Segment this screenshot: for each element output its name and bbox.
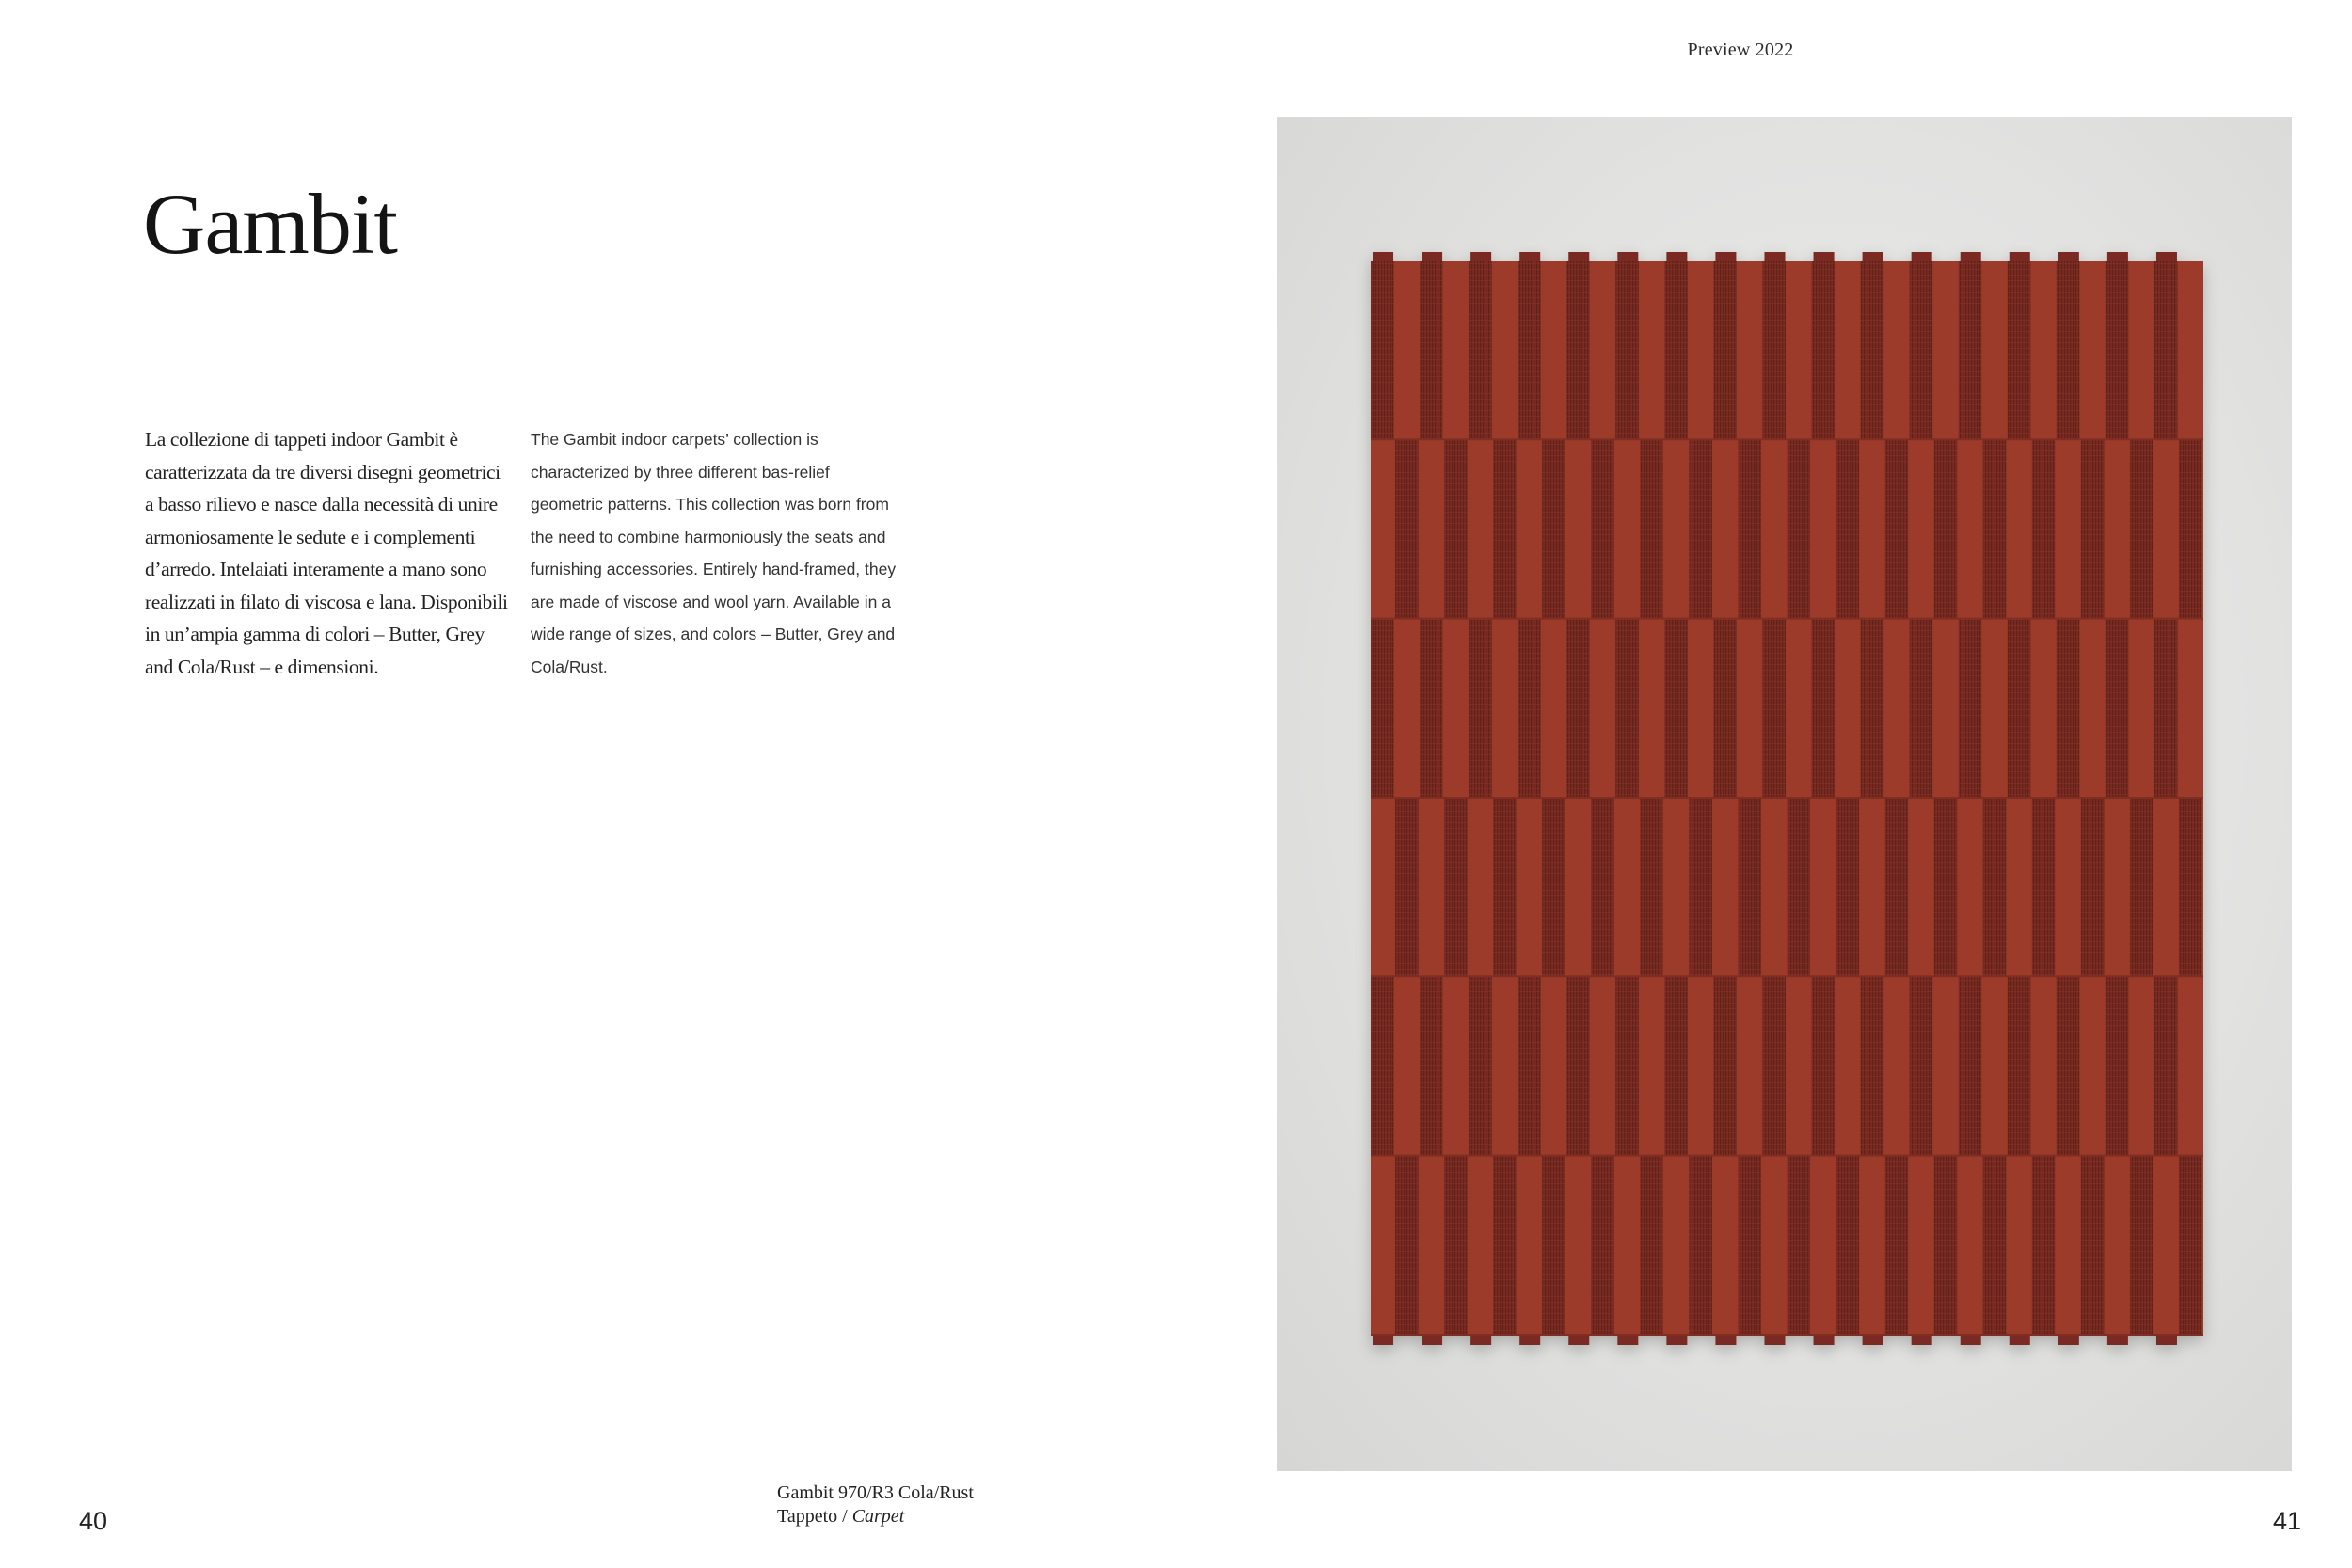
body-text-english: The Gambit indoor carpets’ collection is characterized by three different bas-relief geometric patterns. This collection was born from the need to combine harmoniously the seats and furnishing accessories. Entirely hand-framed, they are made of viscose and wool yarn. Available in a wide range of sizes, and colors – Butter, Grey and Cola/Rust. [531,430,897,676]
page-title: Gambit [143,176,397,272]
caption-product: Gambit 970/R3 Cola/Rust [777,1482,974,1503]
carpet-photo [1277,117,2292,1471]
carpet-image [1277,117,2292,1471]
running-header: Preview 2022 [1687,40,1794,60]
carpet [1371,252,2203,1345]
caption-type-italic: Carpet [851,1506,905,1527]
photo-caption [777,1481,974,1528]
caption-type-label: Tappeto / [777,1506,852,1527]
page-number-left: 40 [79,1507,108,1535]
body-text-italian: La collezione di tappeti indoor Gambit è caratterizzata da tre diversi disegni geometrici a basso rilievo e nasce dalla necessità di unire armoniosamente le sedute e i complementi d’arredo. Intelaiati interamente a mano sono realizzati in filato di viscosa e lana. Disponibili in un’ampia gamma di colori – Butter, Grey and Cola/Rust – e dimensioni. [145,428,508,678]
page-number-right: 41 [2273,1507,2302,1535]
caption-type [777,1505,974,1528]
